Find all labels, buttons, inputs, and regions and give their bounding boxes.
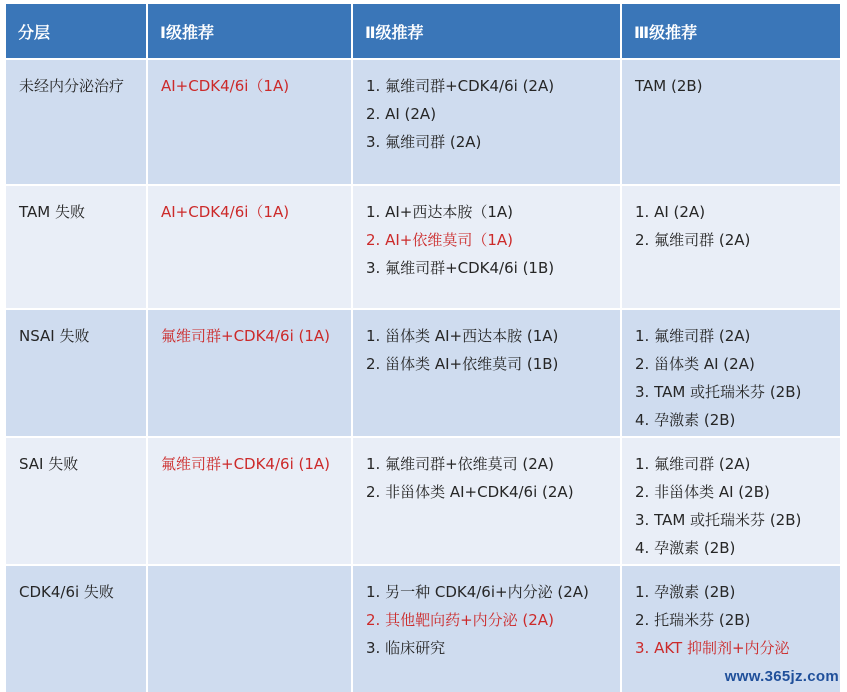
cell-level3: [621, 437, 840, 565]
table-row: [6, 309, 840, 437]
level3-item: 1. 氟维司群 (2A): [635, 322, 830, 350]
cell-level1: [147, 59, 352, 185]
level3-item: TAM (2B): [635, 72, 830, 100]
layer-label: SAI 失败: [19, 450, 136, 478]
table-row: [6, 565, 840, 692]
cell-layer: [6, 185, 147, 309]
header-level1: Ⅰ级推荐: [147, 4, 352, 59]
level2-item: 1. 甾体类 AI+西达本胺 (1A): [366, 322, 610, 350]
cell-layer: [6, 309, 147, 437]
cell-level1: [147, 565, 352, 692]
cell-level2: [352, 565, 621, 692]
cell-level1: [147, 437, 352, 565]
header-level2: Ⅱ级推荐: [352, 4, 621, 59]
level1-item: AI+CDK4/6i（1A): [161, 72, 341, 100]
level3-item: 1. AI (2A): [635, 198, 830, 226]
level3-item: 1. 孕激素 (2B): [635, 578, 830, 606]
level2-item: 2. AI (2A): [366, 100, 610, 128]
recommendation-table: [6, 4, 840, 692]
level2-item: 2. AI+依维莫司（1A): [366, 226, 610, 254]
layer-label: TAM 失败: [19, 198, 136, 226]
level3-item: 1. 氟维司群 (2A): [635, 450, 830, 478]
level1-item: 氟维司群+CDK4/6i (1A): [161, 322, 341, 350]
table-row: [6, 437, 840, 565]
cell-level1: [147, 309, 352, 437]
table-row: [6, 59, 840, 185]
cell-level2: [352, 437, 621, 565]
header-layer: 分层: [6, 4, 147, 59]
cell-layer: [6, 437, 147, 565]
layer-label: NSAI 失败: [19, 322, 136, 350]
layer-label: 未经内分泌治疗: [19, 72, 136, 100]
cell-layer: [6, 565, 147, 692]
cell-level3: [621, 59, 840, 185]
level3-item: 2. 非甾体类 AI (2B): [635, 478, 830, 506]
level3-item: 3. TAM 或托瑞米芬 (2B): [635, 378, 830, 406]
level2-item: 3. 临床研究: [366, 634, 610, 662]
level2-item: 1. 另一种 CDK4/6i+内分泌 (2A): [366, 578, 610, 606]
level2-item: 2. 非甾体类 AI+CDK4/6i (2A): [366, 478, 610, 506]
level3-item: 2. 托瑞米芬 (2B): [635, 606, 830, 634]
level2-item: 1. AI+西达本胺（1A): [366, 198, 610, 226]
cell-level2: [352, 59, 621, 185]
cell-level3: [621, 185, 840, 309]
recommendation-table-wrapper: [6, 4, 840, 692]
level3-item: 2. 氟维司群 (2A): [635, 226, 830, 254]
level3-item: 4. 孕激素 (2B): [635, 534, 830, 562]
cell-level2: [352, 309, 621, 437]
level2-item: 2. 其他靶向药+内分泌 (2A): [366, 606, 610, 634]
level3-item: 3. AKT 抑制剂+内分泌: [635, 634, 830, 662]
level3-item: 4. 孕激素 (2B): [635, 406, 830, 434]
level3-item: 3. TAM 或托瑞米芬 (2B): [635, 506, 830, 534]
level2-item: 1. 氟维司群+CDK4/6i (2A): [366, 72, 610, 100]
cell-level2: [352, 185, 621, 309]
level2-item: 2. 甾体类 AI+依维莫司 (1B): [366, 350, 610, 378]
table-row: [6, 185, 840, 309]
layer-label: CDK4/6i 失败: [19, 578, 136, 606]
level1-item: AI+CDK4/6i（1A): [161, 198, 341, 226]
table-header-row: [6, 4, 840, 59]
level1-item: 氟维司群+CDK4/6i (1A): [161, 450, 341, 478]
cell-level1: [147, 185, 352, 309]
level3-item: 2. 甾体类 AI (2A): [635, 350, 830, 378]
header-level3: Ⅲ级推荐: [621, 4, 840, 59]
level2-item: 3. 氟维司群 (2A): [366, 128, 610, 156]
cell-level3: [621, 309, 840, 437]
cell-layer: [6, 59, 147, 185]
level2-item: 3. 氟维司群+CDK4/6i (1B): [366, 254, 610, 282]
site-watermark: www.365jz.com: [725, 668, 839, 685]
level2-item: 1. 氟维司群+依维莫司 (2A): [366, 450, 610, 478]
